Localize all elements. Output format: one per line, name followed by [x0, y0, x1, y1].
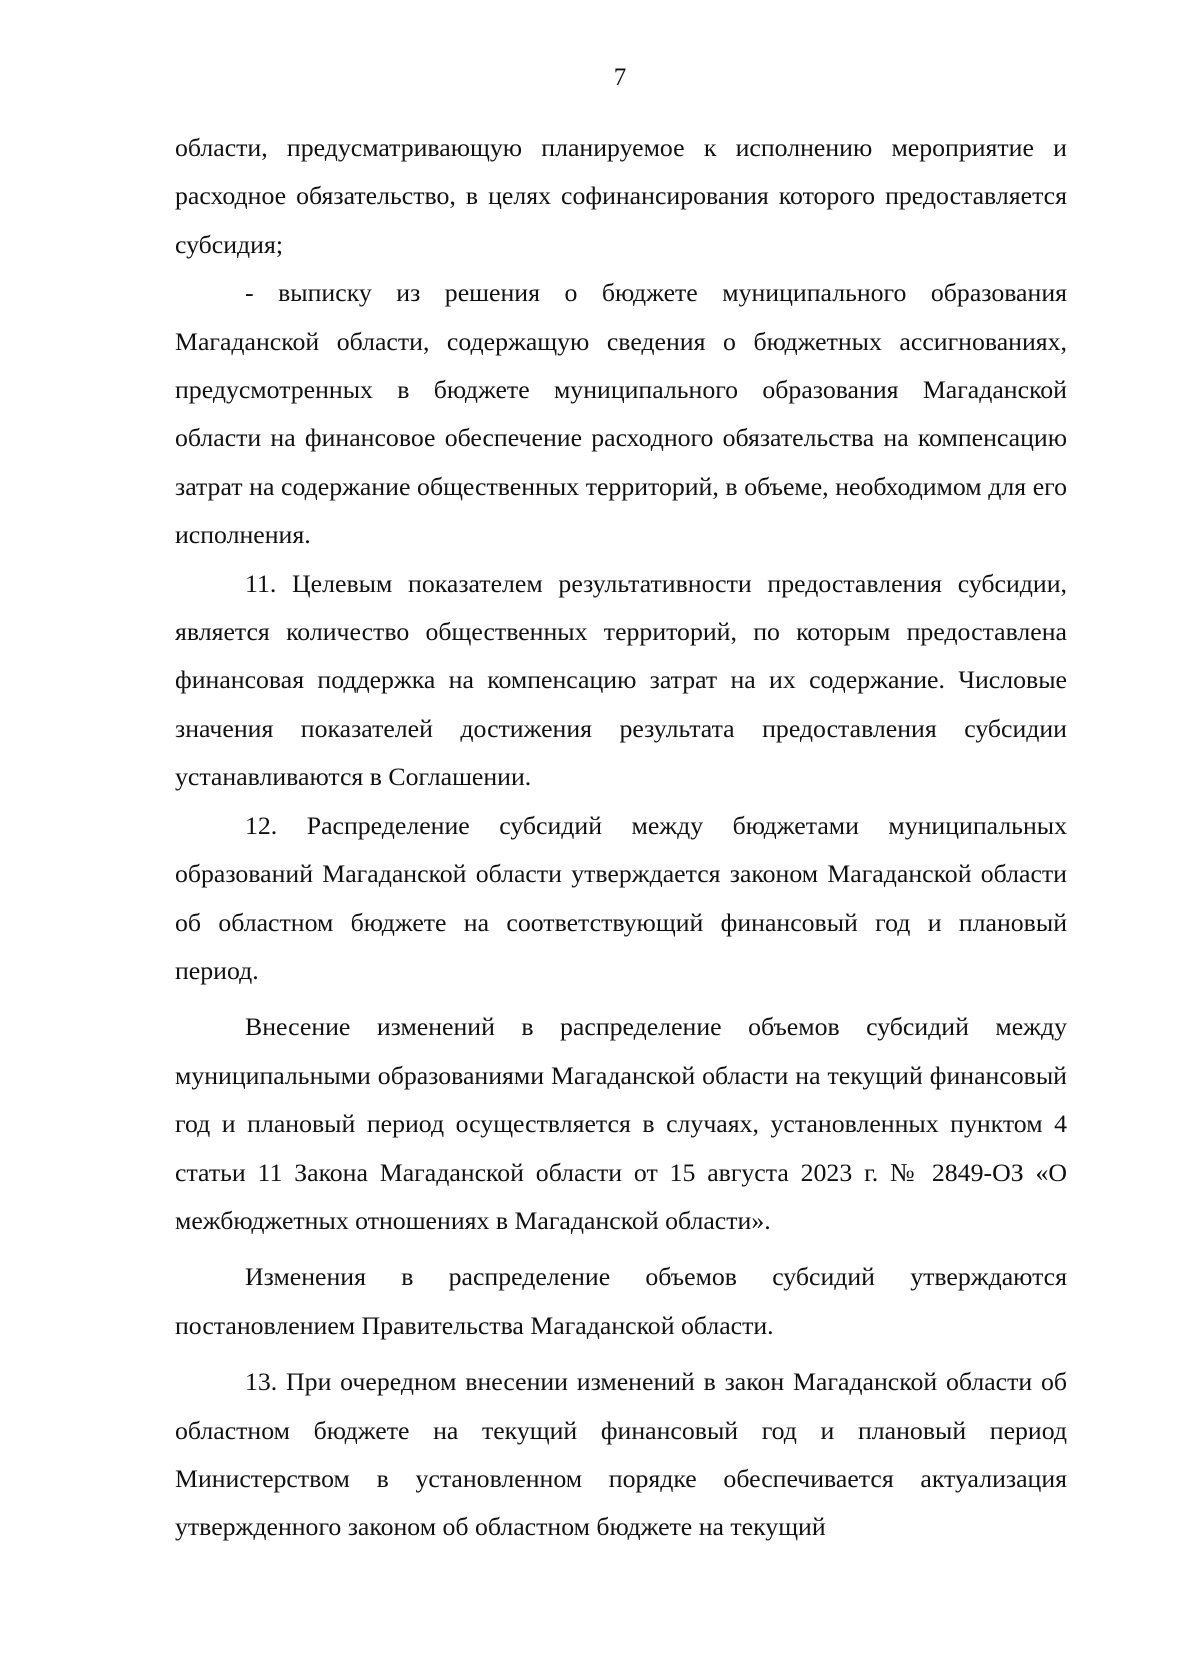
document-body: [175, 124, 1067, 1552]
paragraph-item-13: 13. При очередном внесении изменений в закон Магаданской области об областном бюджете на текущий финансовый год и плановый период Министерством в установленном порядке обеспечивается актуализация утвержденного законом об областном бюджете на текущий: [175, 1367, 1067, 1542]
paragraph-amendments: Внесение изменений в распределение объемов субсидий между муниципальными образованиями Магаданской области на текущий финансовый год и плановый период осуществляется в случаях, установленных пунктом 4 статьи 11 Закона Магаданской области от 15 августа 2023 г. № 2849-ОЗ «О межбюджетных отношениях в Магаданской области».: [175, 1012, 1067, 1235]
paragraph-item-11: 11. Целевым показателем результативности предоставления субсидии, является количество общественных территорий, по которым предоставлена финансовая поддержка на компенсацию затрат на их содержание. Числовые значения показателей достижения результата предоставления субсидии устанавливаются в Соглашении.: [175, 568, 1067, 792]
paragraph-continuation: области, предусматривающую планируемое к исполнению мероприятие и расходное обязательство, в целях софинансирования которого предоставляется субсидия;: [175, 133, 1067, 259]
paragraph-amendments-approval: Изменения в распределение объемов субсидий утверждаются постановлением Правительства Магаданской области.: [175, 1262, 1067, 1340]
paragraph-extract-list-item: - выписку из решения о бюджете муниципального образования Магаданской области, содержащую сведения о бюджетных ассигнованиях, предусмотренных в бюджете муниципального образования Магаданской области на финансовое обеспечение расходного обязательства на компенсацию затрат на содержание общественных территорий, в объеме, необходимом для его исполнения.: [175, 278, 1067, 550]
page-number: 7: [613, 64, 627, 91]
paragraph-item-12: 12. Распределение субсидий между бюджетами муниципальных образований Магаданской области утверждается законом Магаданской области об областном бюджете на соответствующий финансовый год и плановый период.: [175, 810, 1067, 985]
